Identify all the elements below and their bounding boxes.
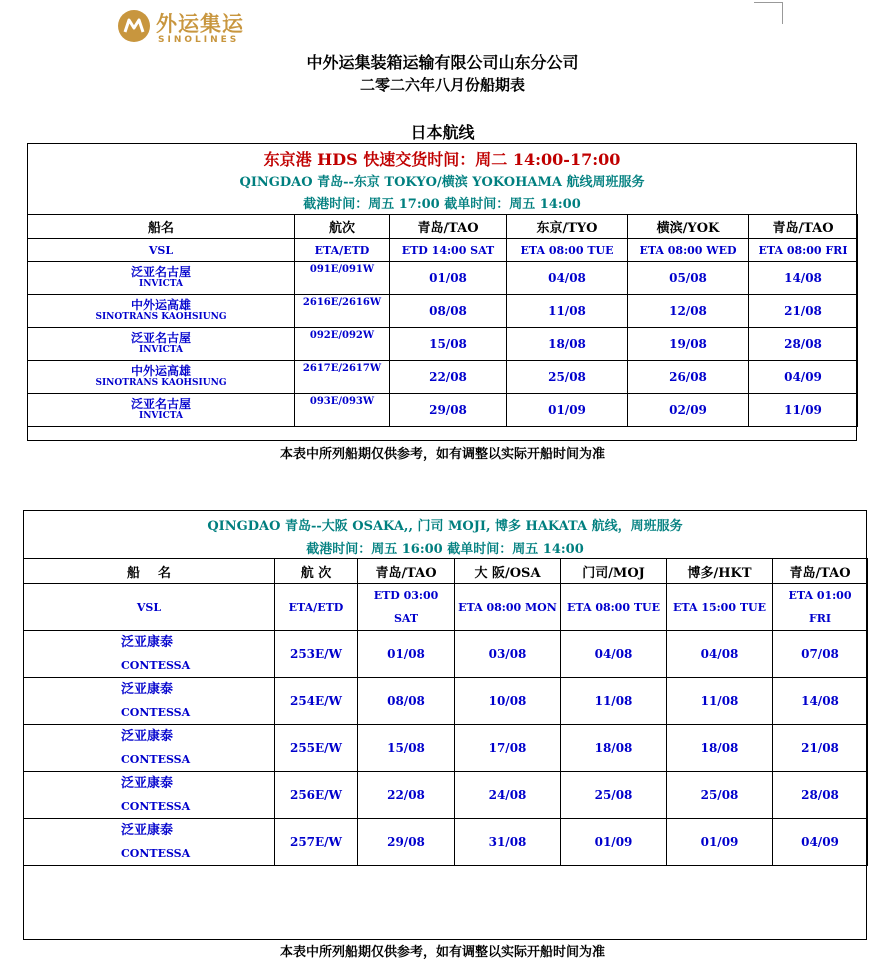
voyage-cell: 093E/093W xyxy=(295,394,390,427)
col-header-port: 门司/MOJ xyxy=(561,559,667,584)
eta-cell: ETD 14:00 SAT xyxy=(390,239,507,262)
service-description: QINGDAO 青岛--东京 TOKYO/横滨 YOKOHAMA 航线周班服务 xyxy=(239,175,645,190)
table-row xyxy=(24,819,868,866)
col-header-port: 博多/HKT xyxy=(667,559,773,584)
vessel-cell xyxy=(24,631,275,678)
eta-cell: ETA 08:00 WED xyxy=(628,239,749,262)
eta-cell: ETA 08:00 MON xyxy=(455,584,561,631)
col-header-vessel: 船名 xyxy=(28,215,295,239)
date-cell: 08/08 xyxy=(390,295,507,328)
date-cell: 28/08 xyxy=(773,772,868,819)
osaka-schedule-section xyxy=(23,510,867,940)
date-cell: 15/08 xyxy=(390,328,507,361)
date-cell: 21/08 xyxy=(773,725,868,772)
date-cell: 17/08 xyxy=(455,725,561,772)
route-title: 日本航线 xyxy=(410,123,475,142)
date-cell: 11/08 xyxy=(507,295,628,328)
col-header-vessel: 船 名 xyxy=(24,559,275,584)
date-cell: 25/08 xyxy=(507,361,628,394)
date-cell: 11/08 xyxy=(561,678,667,725)
logo-mark-icon xyxy=(118,10,150,42)
date-cell: 14/08 xyxy=(749,262,858,295)
tokyo-schedule-table xyxy=(27,214,858,427)
date-cell: 28/08 xyxy=(749,328,858,361)
date-cell: 29/08 xyxy=(390,394,507,427)
vessel-cell xyxy=(28,262,295,295)
vessel-name-cn: 泛亚名古屋 xyxy=(130,331,191,345)
vessel-cell xyxy=(24,725,275,772)
eta-cell: ETA 08:00 FRI xyxy=(749,239,858,262)
col-header-port: 青岛/TAO xyxy=(773,559,868,584)
eta-cell: ETA 08:00 TUE xyxy=(507,239,628,262)
date-cell: 03/08 xyxy=(455,631,561,678)
date-cell: 04/08 xyxy=(561,631,667,678)
date-cell: 14/08 xyxy=(773,678,868,725)
date-cell: 01/08 xyxy=(390,262,507,295)
date-cell: 26/08 xyxy=(628,361,749,394)
date-cell: 08/08 xyxy=(358,678,455,725)
voyage-cell: 253E/W xyxy=(275,631,358,678)
date-cell: 11/09 xyxy=(749,394,858,427)
eta-cell: ETA/ETD xyxy=(295,239,390,262)
voyage-cell: 2616E/2616W xyxy=(295,295,390,328)
eta-cell: ETA 15:00 TUE xyxy=(667,584,773,631)
date-cell: 05/08 xyxy=(628,262,749,295)
date-cell: 12/08 xyxy=(628,295,749,328)
date-cell: 04/08 xyxy=(667,631,773,678)
col-header-port: 东京/TYO xyxy=(507,215,628,239)
col-header-port: 青岛/TAO xyxy=(358,559,455,584)
vessel-name-cn: 泛亚名古屋 xyxy=(130,265,191,279)
eta-cell: ETA 08:00 TUE xyxy=(561,584,667,631)
vessel-name-cn: 泛亚康泰 xyxy=(121,635,174,650)
table-row xyxy=(28,262,858,295)
page-corner-mark xyxy=(782,2,784,24)
vessel-name-en: CONTESSA xyxy=(121,659,191,672)
company-logo xyxy=(118,8,258,48)
col-header-voyage: 航 次 xyxy=(275,559,358,584)
vessel-name-cn: 中外运高雄 xyxy=(130,364,191,378)
eta-cell: ETD 03:00 SAT xyxy=(358,584,455,631)
eta-cell: VSL xyxy=(28,239,295,262)
vessel-cell xyxy=(28,361,295,394)
date-cell: 04/09 xyxy=(773,819,868,866)
date-cell: 04/09 xyxy=(749,361,858,394)
table-header-row xyxy=(28,215,858,239)
col-header-port: 青岛/TAO xyxy=(390,215,507,239)
col-header-port: 青岛/TAO xyxy=(749,215,858,239)
date-cell: 01/09 xyxy=(507,394,628,427)
date-cell: 01/08 xyxy=(358,631,455,678)
vessel-name-en: SINOTRANS KAOHSIUNG xyxy=(95,312,227,322)
tokyo-schedule-section xyxy=(27,143,857,441)
date-cell: 25/08 xyxy=(561,772,667,819)
vessel-name-cn: 泛亚康泰 xyxy=(121,729,174,744)
table-row xyxy=(24,678,868,725)
voyage-cell: 091E/091W xyxy=(295,262,390,295)
vessel-cell xyxy=(28,394,295,427)
date-cell: 18/08 xyxy=(561,725,667,772)
date-cell: 01/09 xyxy=(561,819,667,866)
table-row xyxy=(28,394,858,427)
date-cell: 01/09 xyxy=(667,819,773,866)
col-header-voyage: 航次 xyxy=(295,215,390,239)
vessel-name-cn: 中外运高雄 xyxy=(130,298,191,312)
date-cell: 25/08 xyxy=(667,772,773,819)
col-header-port: 大 阪/OSA xyxy=(455,559,561,584)
date-cell: 04/08 xyxy=(507,262,628,295)
vessel-name-cn: 泛亚康泰 xyxy=(121,682,174,697)
osaka-schedule-table xyxy=(23,558,868,866)
table-header-row xyxy=(24,559,868,584)
eta-cell: ETA/ETD xyxy=(275,584,358,631)
vessel-name-en: CONTESSA xyxy=(121,847,191,860)
logo-text-en: SINOLINES xyxy=(158,35,240,45)
eta-row xyxy=(24,584,868,631)
date-cell: 15/08 xyxy=(358,725,455,772)
vessel-name-cn: 泛亚康泰 xyxy=(121,776,174,791)
date-cell: 24/08 xyxy=(455,772,561,819)
table-row xyxy=(24,725,868,772)
voyage-cell: 092E/092W xyxy=(295,328,390,361)
date-cell: 21/08 xyxy=(749,295,858,328)
voyage-cell: 2617E/2617W xyxy=(295,361,390,394)
vessel-name-en: INVICTA xyxy=(139,345,183,355)
page-corner-mark xyxy=(754,2,782,4)
voyage-cell: 256E/W xyxy=(275,772,358,819)
date-cell: 07/08 xyxy=(773,631,868,678)
table-row xyxy=(28,328,858,361)
table-row xyxy=(24,631,868,678)
date-cell: 18/08 xyxy=(667,725,773,772)
vessel-cell xyxy=(28,328,295,361)
date-cell: 18/08 xyxy=(507,328,628,361)
schedule-title: 二零二六年八月份船期表 xyxy=(359,76,525,94)
company-name: 中外运集装箱运输有限公司山东分公司 xyxy=(306,53,579,72)
date-cell: 11/08 xyxy=(667,678,773,725)
disclaimer-note: 本表中所列船期仅供参考，如有调整以实际开船时间为准 xyxy=(279,945,605,960)
date-cell: 19/08 xyxy=(628,328,749,361)
voyage-cell: 255E/W xyxy=(275,725,358,772)
table-row xyxy=(24,772,868,819)
vessel-name-en: INVICTA xyxy=(139,279,183,289)
vessel-name-cn: 泛亚名古屋 xyxy=(130,397,191,411)
cutoff-times: 截港时间：周五 17:00 截单时间：周五 14:00 xyxy=(303,197,581,212)
col-header-port: 横滨/YOK xyxy=(628,215,749,239)
date-cell: 22/08 xyxy=(358,772,455,819)
table-row xyxy=(28,295,858,328)
vessel-name-en: CONTESSA xyxy=(121,753,191,766)
vessel-name-cn: 泛亚康泰 xyxy=(121,823,174,838)
cutoff-times: 截港时间：周五 16:00 截单时间：周五 14:00 xyxy=(306,542,584,557)
vessel-cell xyxy=(28,295,295,328)
vessel-name-en: SINOTRANS KAOHSIUNG xyxy=(95,378,227,388)
table-row xyxy=(28,361,858,394)
eta-row xyxy=(28,239,858,262)
vessel-cell xyxy=(24,819,275,866)
vessel-name-en: CONTESSA xyxy=(121,800,191,813)
date-cell: 10/08 xyxy=(455,678,561,725)
date-cell: 22/08 xyxy=(390,361,507,394)
eta-cell: VSL xyxy=(24,584,275,631)
vessel-name-en: INVICTA xyxy=(139,411,183,421)
eta-cell: ETA 01:00 FRI xyxy=(773,584,868,631)
service-description: QINGDAO 青岛--大阪 OSAKA,, 门司 MOJI, 博多 HAKATA 航线，周班服务 xyxy=(207,519,683,534)
voyage-cell: 257E/W xyxy=(275,819,358,866)
vessel-name-en: CONTESSA xyxy=(121,706,191,719)
hds-delivery-time: 东京港 HDS 快速交货时间：周二 14:00-17:00 xyxy=(263,150,621,169)
date-cell: 29/08 xyxy=(358,819,455,866)
voyage-cell: 254E/W xyxy=(275,678,358,725)
vessel-cell xyxy=(24,772,275,819)
disclaimer-note: 本表中所列船期仅供参考，如有调整以实际开船时间为准 xyxy=(279,447,605,462)
logo-text-cn: 外运集运 xyxy=(156,12,244,36)
date-cell: 31/08 xyxy=(455,819,561,866)
date-cell: 02/09 xyxy=(628,394,749,427)
vessel-cell xyxy=(24,678,275,725)
